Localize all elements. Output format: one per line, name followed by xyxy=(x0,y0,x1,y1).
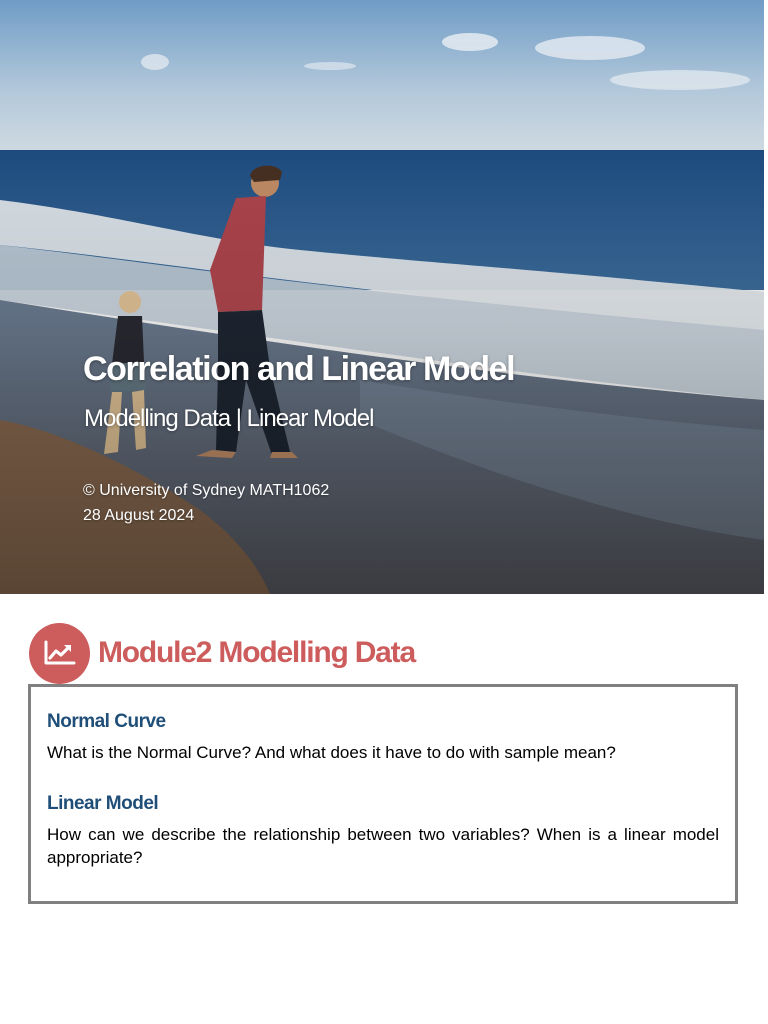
presentation-title: Correlation and Linear Model xyxy=(83,350,515,388)
presentation-date: 28 August 2024 xyxy=(83,507,195,524)
topics-box xyxy=(28,684,738,904)
presentation-subtitle: Modelling Data | Linear Model xyxy=(84,405,374,432)
presentation-meta xyxy=(83,478,329,528)
topic-description: How can we describe the relationship between two variables? When is a linear model appropriate? xyxy=(47,825,719,867)
topic-title: Normal Curve xyxy=(47,711,166,732)
topic-description: What is the Normal Curve? And what does it have to do with sample mean? xyxy=(47,743,616,762)
module-title: Module2 Modelling Data xyxy=(98,636,415,669)
topic-normal-curve xyxy=(47,711,719,764)
trending-up-chart-icon xyxy=(29,623,90,684)
module-header xyxy=(29,622,415,684)
copyright-text: © University of Sydney MATH1062 xyxy=(83,482,330,499)
topic-linear-model xyxy=(47,793,719,869)
topic-title: Linear Model xyxy=(47,793,159,814)
